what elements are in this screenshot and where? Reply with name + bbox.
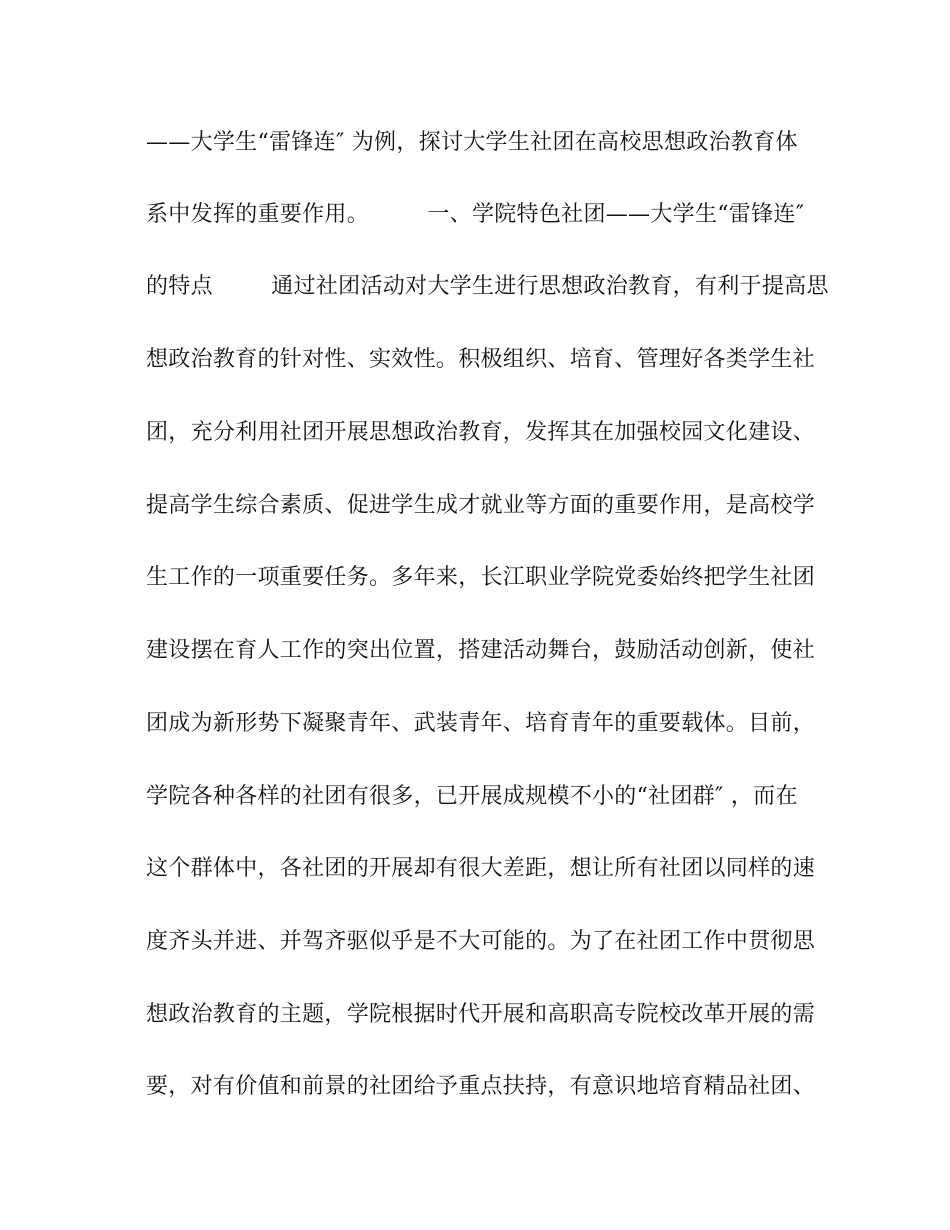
text-line-1: ——大学生“雷锋连″ 为例，探讨大学生社团在高校思想政治教育体 xyxy=(146,130,798,155)
text-line-12: 度齐头并进、并驾齐驱似乎是不大可能的。为了在社团工作中贯彻思 xyxy=(146,929,816,954)
text-line-5: 团，充分利用社团开展思想政治教育，发挥其在加强校园文化建设、 xyxy=(146,420,816,445)
text-line-8: 建设摆在育人工作的突出位置，搭建活动舞台，鼓励活动创新，使社 xyxy=(146,638,816,663)
text-line-6: 提高学生综合素质、促进学生成才就业等方面的重要作用，是高校学 xyxy=(146,493,816,518)
text-line-3: 的特点 通过社团活动对大学生进行思想政治教育，有利于提高思 xyxy=(146,274,829,299)
text-line-2: 系中发挥的重要作用。 一、学院特色社团——大学生“雷锋连″ xyxy=(146,202,805,227)
text-line-9: 团成为新形势下凝聚青年、武装青年、培育青年的重要载体。目前， xyxy=(146,711,816,736)
text-line-4: 想政治教育的针对性、实效性。积极组织、培育、管理好各类学生社 xyxy=(146,347,816,372)
text-line-7: 生工作的一项重要任务。多年来，长江职业学院党委始终把学生社团 xyxy=(146,565,816,590)
text-line-13: 想政治教育的主题，学院根据时代开展和高职高专院校改革开展的需 xyxy=(146,1002,816,1027)
text-line-11: 这个群体中，各社团的开展却有很大差距，想让所有社团以同样的速 xyxy=(146,856,816,881)
text-line-10: 学院各种各样的社团有很多，已开展成规模不小的“社团群″ ，而在 xyxy=(146,784,798,809)
text-line-14: 要，对有价值和前景的社团给予重点扶持，有意识地培育精品社团、 xyxy=(146,1074,816,1099)
